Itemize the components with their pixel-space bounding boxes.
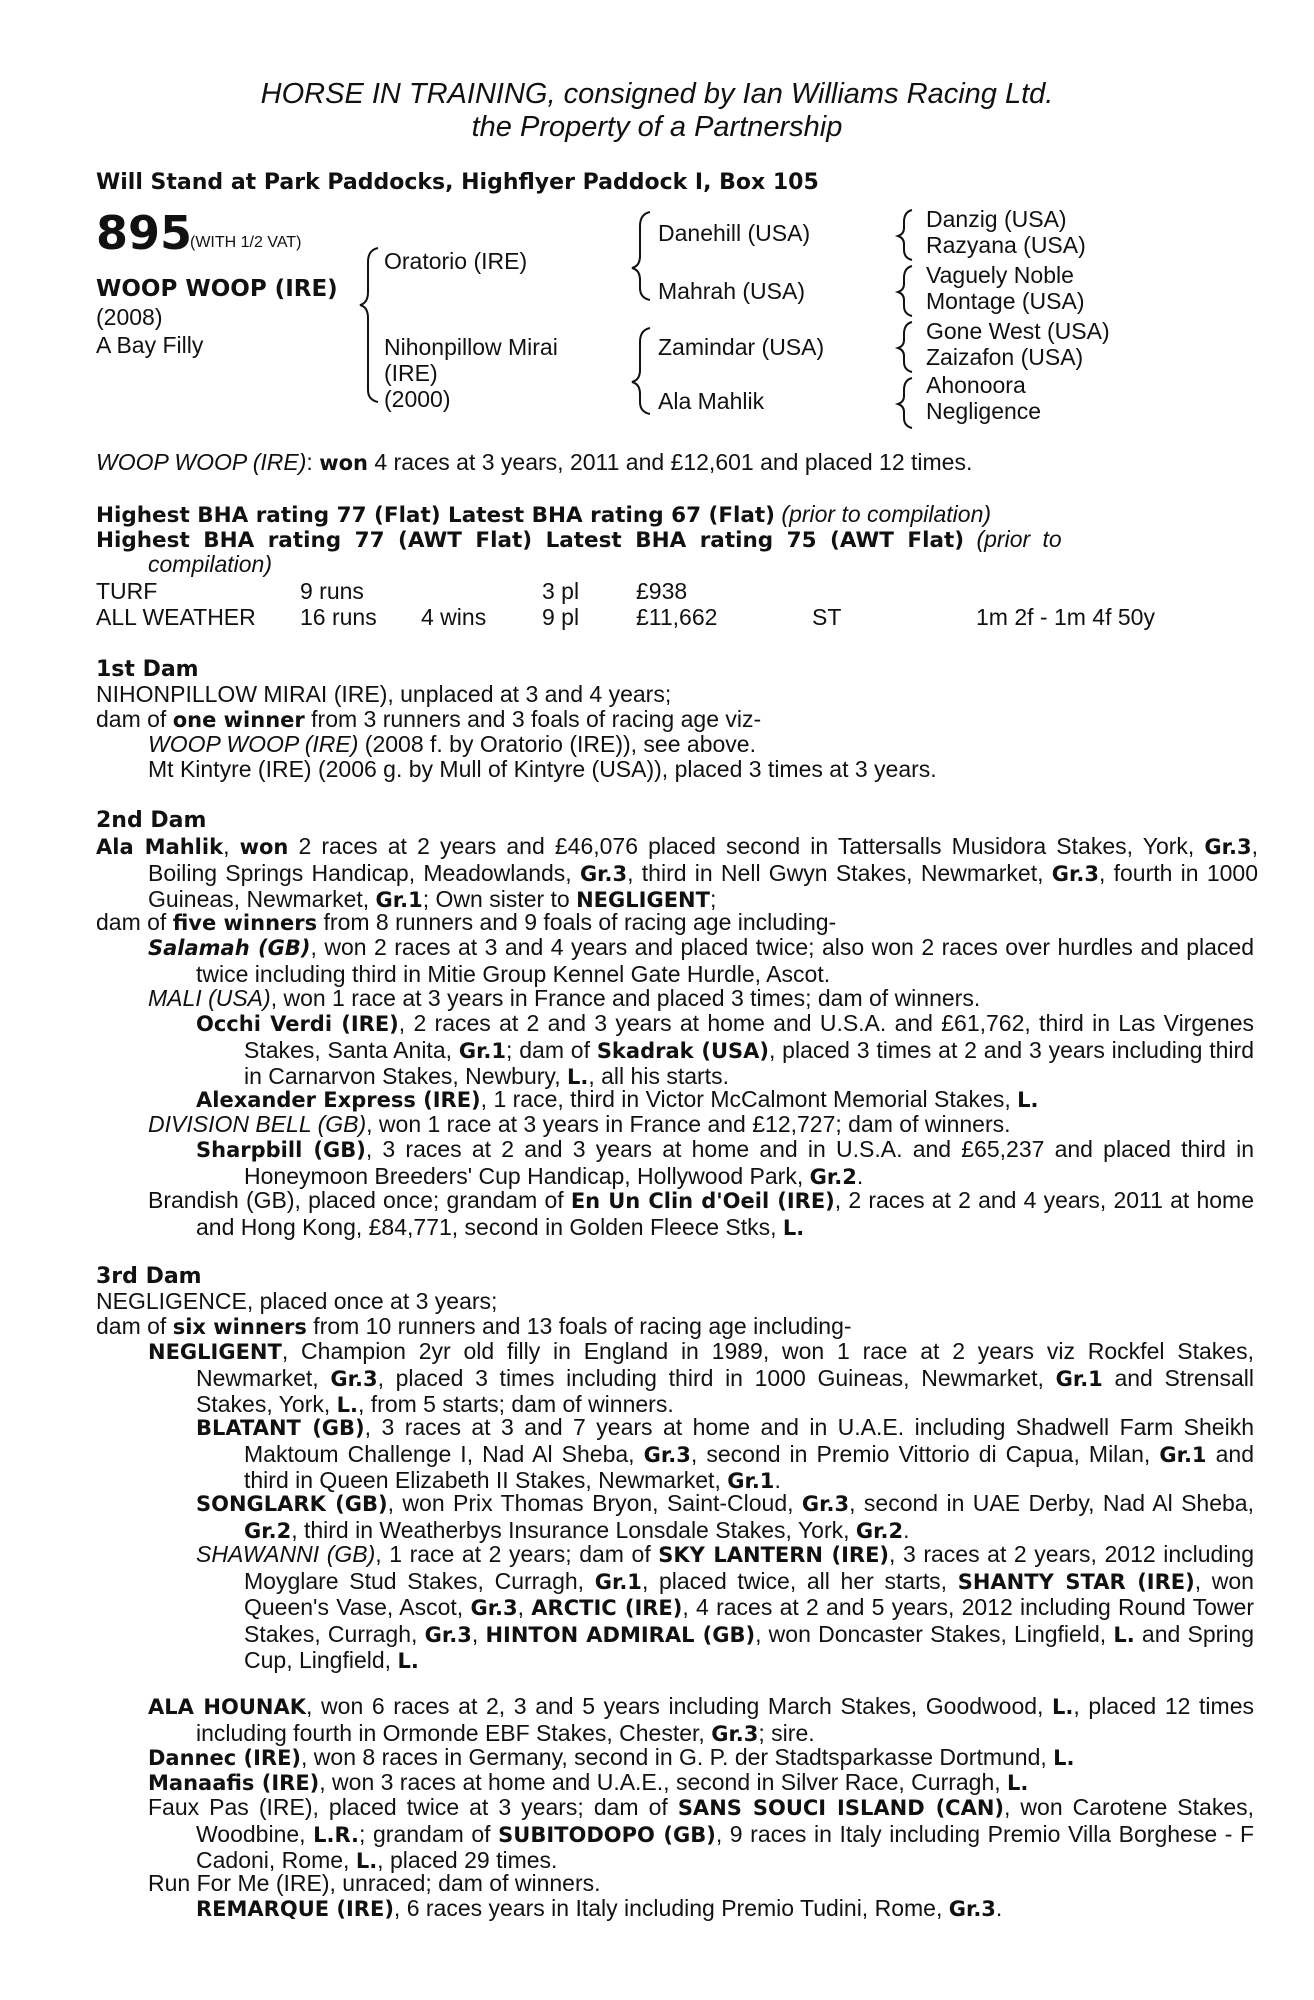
bold-run: BLATANT (GB) [196,1416,365,1440]
text-run: . [995,1895,1003,1921]
produce-entry [196,1137,1254,1190]
text-run: , won 1 race at 3 years in France and £12,727; dam of winners. [366,1111,1011,1137]
bold-run: Gr.3 [330,1366,378,1391]
bold-run: L. [1052,1695,1074,1719]
bold-run: L.R. [313,1822,360,1847]
text-run: , [471,1620,486,1647]
bold-run: Ala Mahlik [96,835,224,859]
record-surface: TURF [96,578,158,604]
dds: Ahonoora [926,372,1026,398]
bold-run: SONGLARK (GB) [196,1492,388,1516]
first-dam-foal: Mt Kintyre (IRE) (2006 g. by Mull of Kintyre (USA)), placed 3 times at 3 years. [148,756,937,782]
text-run: ; Own sister to [422,886,577,912]
produce-entry [148,935,1254,987]
dam-line2: (IRE) [384,360,438,386]
record-going: ST [812,604,842,630]
bold-run: ARCTIC (IRE) [531,1596,683,1620]
record-distance: 1m 2f - 1m 4f 50y [976,604,1155,630]
ownership-line: the Property of a Partnership [471,111,843,143]
dam-dam: Ala Mahlik [658,388,765,414]
record-runs: 16 runs [300,604,377,630]
bold-run: Gr.2 [855,1518,904,1543]
bold-run: REMARQUE (IRE) [196,1897,394,1921]
ddd: Negligence [926,398,1042,424]
bold-run: Gr.1 [727,1469,775,1493]
text-run: , 3 races at 3 and 7 years at home and in U.A.E. including Shadwell Farm Sheikh Maktoum Challenge I, Nad Al Sheba, [244,1414,1254,1467]
text-run: , won 1 race at 3 years in France and placed 3 times; dam of winners. [270,985,981,1011]
bold-run: Gr.1 [458,1038,507,1063]
stand-location: Will Stand at Park Paddocks, Highflyer Paddock I, Box 105 [96,170,819,195]
text-run: , third in Weatherbys Insurance Lonsdale Stakes, York, [291,1516,856,1543]
text-run: , 4 races at 2 and 5 years, 2012 including Round Tower Stakes, Curragh, [244,1594,1254,1647]
italic-run: DIVISION BELL (GB) [148,1111,367,1137]
text-run: . [856,1162,864,1189]
text-run: , 3 races at 2 and 3 years at home and in U.S.A. and £65,237 and placed third in Honeymoon Breeders' Cup Handicap, Hollywood Park, [244,1136,1254,1189]
t: dam of [96,706,173,732]
bold-run: L. [336,1393,358,1417]
text-run: , won 2 races at 3 and 4 years and placed twice; also won 2 races over hurdles and placed twice including third in Mitie Group Kennel Gate Hurdle, Ascot. [196,934,1254,987]
text-run: , won 3 races at home and U.A.E., second in Silver Race, Curragh, [319,1769,1008,1795]
text-run: , third in Nell Gwyn Stakes, Newmarket, [627,859,1052,886]
text-run: , placed 3 times including third in 1000 Guineas, Newmarket, [377,1364,1056,1391]
bold-run: L. [1113,1622,1135,1647]
sss: Danzig (USA) [926,206,1067,232]
rating-flat [96,502,1206,528]
bold-run: six winners [172,1315,307,1339]
produce-entry [148,1795,1254,1875]
text-run: from 10 runners and 13 foals of racing age including- [306,1313,852,1339]
text-run: , [223,833,240,859]
bold-run: Gr.1 [594,1569,642,1594]
dam-line1: Nihonpillow Mirai [384,334,558,360]
ssd: Razyana (USA) [926,232,1086,258]
text-run: and Spring Cup, Lingfield, [244,1620,1254,1673]
text-run: , [517,1594,532,1620]
text-run: , 2 races at 2 and 3 years at home and U.S.A. and £61,762, third in Las Virgenes Stakes, Santa Anita, [244,1010,1254,1063]
text-run: , won 6 races at 2, 3 and 5 years including March Stakes, Goodwood, [306,1693,1053,1719]
text-run: NEGLIGENCE, placed once at 3 years; [96,1288,498,1314]
bold-run: Gr.3 [1051,861,1099,886]
bold-run: Gr.2 [809,1164,857,1189]
first-dam-foal [148,732,1206,758]
sds: Vaguely Noble [926,262,1074,288]
horse-description: A Bay Filly [96,332,204,358]
bold-run: L. [567,1065,589,1089]
bold-run: SUBITODOPO (GB) [498,1822,716,1847]
bold-run: Gr.3 [643,1442,691,1467]
record-placed: 3 pl [542,578,580,604]
bold-run: Gr.1 [1055,1366,1103,1391]
bold-run: five winners [172,911,318,935]
produce-entry [196,1542,1254,1675]
first-dam-line: NIHONPILLOW MIRAI (IRE), unplaced at 3 and 4 years; [96,681,672,707]
horse-name: WOOP WOOP (IRE) [96,276,338,302]
lot-number: 895 [96,206,193,260]
text-run: , 3 races at 2 years, 2012 including Moyglare Stud Stakes, Curragh, [244,1541,1255,1594]
bold-run: ALA HOUNAK [148,1695,307,1719]
race-summary [96,450,1206,477]
text-run: and third in Queen Elizabeth II Stakes, Newmarket, [244,1440,1254,1493]
rating-flat-note: (prior to compilation) [775,501,992,527]
bold-run: Gr.1 [1159,1442,1207,1467]
rating-awt-note2 [148,552,1258,578]
text-run: , won Prix Thomas Bryon, Saint-Cloud, [387,1490,802,1516]
produce-entry [148,1112,1206,1138]
t-bold: one winner [172,708,305,732]
rating-awt-note2-text: compilation) [148,551,272,577]
first-dam-heading: 1st Dam [96,657,199,682]
text-run: ; sire. [758,1719,815,1746]
bold-run: Gr.3 [579,861,628,886]
italic-run: SHAWANNI (GB) [196,1541,376,1567]
bold-run: L. [1007,1771,1029,1795]
bold-run: Alexander Express (IRE) [196,1088,481,1112]
third-dam-heading: 3rd Dam [96,1264,202,1289]
bold-run: Gr.3 [948,1897,996,1921]
text-run: , Champion 2yr old filly in England in 1989, won 1 race at 2 years viz Rockfel Stakes, Newmarket, [196,1338,1254,1391]
text-run: , from 5 starts; dam of winners. [358,1391,674,1417]
produce-entry [196,1896,1206,1923]
summary-won: won [319,451,368,475]
text-run: . [903,1516,910,1543]
dam-sire: Zamindar (USA) [658,334,825,360]
bold-run: SKY LANTERN (IRE) [658,1543,890,1567]
bold-run: Dannec (IRE) [148,1746,302,1770]
produce-entry [148,1871,1206,1897]
foal-details: (2008 f. by Oratorio (IRE)), see above. [358,731,756,757]
record-prize: £938 [636,578,688,604]
text-run: , placed 29 times. [377,1847,558,1873]
bold-run: L. [397,1649,419,1673]
vat-note: (WITH 1/2 VAT) [190,234,302,251]
text-run: , all his starts. [588,1063,729,1089]
produce-entry [196,1491,1254,1544]
second-dam-record [96,834,1258,914]
text-run: , Boiling Springs Handicap, Meadowlands, [148,833,1258,886]
bold-run: Gr.2 [244,1518,292,1543]
text-run: , second in UAE Derby, Nad Al Sheba, [849,1490,1254,1516]
rating-awt-note: (prior to [964,526,1062,552]
text-run: from 8 runners and 9 foals of racing age including- [317,909,837,935]
record-runs: 9 runs [300,578,364,604]
produce-entry [196,1011,1254,1091]
sire: Oratorio (IRE) [384,248,528,274]
dsd: Zaizafon (USA) [926,344,1084,370]
produce-entry [148,1694,1254,1747]
bold-run: SHANTY STAR (IRE) [957,1569,1195,1594]
sdd: Montage (USA) [926,288,1085,314]
rating-awt [96,527,1206,553]
dam-line3: (2000) [384,386,451,412]
text-run: ; grandam of [359,1820,499,1847]
t: from 3 runners and 3 foals of racing age viz- [304,706,762,732]
text-run: , 9 races in Italy including Premio Villa Borghese - F Cadoni, Rome, [196,1820,1255,1873]
text-run: , 1 race at 2 years; dam of [375,1541,659,1567]
bold-run: Gr.1 [375,888,423,912]
bold-run: NEGLIGENT [576,888,710,912]
text-run: , placed 3 times at 2 and 3 years including third in Carnarvon Stakes, Newbury, [244,1036,1254,1089]
produce-entry [148,1745,1206,1772]
produce-entry [148,1188,1254,1241]
record-wins: 4 wins [421,604,487,630]
text-run: ; dam of [506,1036,597,1063]
record-placed: 9 pl [542,604,580,630]
bold-run: won [239,835,289,859]
foaling-year: (2008) [96,304,163,330]
text-run: , won Carotene Stakes, Woodbine, [196,1794,1255,1847]
rating-flat-bold: Highest BHA rating 77 (Flat) Latest BHA rating 67 (Flat) [96,503,776,528]
bold-run: En Un Clin d'Oeil (IRE) [570,1189,835,1213]
italic-run: MALI (USA) [148,985,271,1011]
bold-run: L. [1053,1746,1075,1770]
text-run: , won 8 races in Germany, second in G. P. der Stadtsparkasse Dortmund, [301,1744,1054,1770]
bold-run: NEGLIGENT [148,1340,282,1364]
text-run: 2 races at 2 years and £46,076 placed second in Tattersalls Musidora Stakes, York, [288,833,1205,859]
pedigree-brackets [0,0,1314,440]
bold-run: L. [782,1215,805,1240]
text-run: , second in Premio Vittorio di Capua, Milan, [690,1440,1160,1467]
bold-run: Gr.3 [1204,835,1252,859]
dss: Gone West (USA) [926,318,1110,344]
sire-sire: Danehill (USA) [658,220,811,246]
summary-colon: : [306,449,320,475]
text-run: , fourth in 1000 Guineas, Newmarket, [148,859,1259,912]
text-run: Faux Pas (IRE), placed twice at 3 years; dam of [148,1794,678,1820]
produce-entry [148,1770,1206,1797]
text-run: , won Queen's Vase, Ascot, [244,1567,1254,1620]
summary-rest: 4 races at 3 years, 2011 and £12,601 and placed 12 times. [367,449,973,475]
text-run: ; [709,886,717,912]
produce-entry [148,1339,1254,1419]
consignor-line: HORSE IN TRAINING, consigned by Ian Williams Racing Ltd. [260,78,1054,110]
first-dam-produce [96,707,1206,734]
record-surface: ALL WEATHER [96,604,256,630]
text-run: , 1 race, third in Victor McCalmont Memorial Stakes, [480,1086,1018,1112]
text-run: dam of [96,1313,173,1339]
produce-entry [196,1415,1254,1495]
text-run: , placed 12 times including fourth in Ormonde EBF Stakes, Chester, [196,1693,1254,1746]
bold-run: Skadrak (USA) [596,1038,769,1063]
bold-run: SANS SOUCI ISLAND (CAN) [677,1796,1005,1820]
bold-run: L. [355,1849,378,1873]
third-dam-record [96,1289,1206,1315]
bold-run: Occhi Verdi (IRE) [196,1012,399,1036]
text-run: , won Doncaster Stakes, Lingfield, [755,1620,1114,1647]
bold-run: L. [1017,1088,1039,1112]
record-prize: £11,662 [636,604,718,630]
bold-run: Gr.3 [424,1622,472,1647]
sire-dam: Mahrah (USA) [658,278,805,304]
text-run: , 6 races years in Italy including Premio Tudini, Rome, [393,1895,949,1921]
bold-run: Sharpbill (GB) [196,1138,366,1162]
bold-run: Manaafis (IRE) [148,1771,320,1795]
bold-run: Gr.3 [470,1596,518,1620]
bold-run: Gr.3 [801,1492,850,1516]
summary-horse-name: WOOP WOOP (IRE) [96,449,307,475]
text-run: Brandish (GB), placed once; grandam of [148,1187,571,1213]
bold-italic-run: Salamah (GB) [148,936,311,960]
foal-name: WOOP WOOP (IRE) [148,731,359,757]
bold-run: Gr.3 [711,1721,759,1746]
rating-awt-bold: Highest BHA rating 77 (AWT Flat) Latest BHA rating 75 (AWT Flat) [96,528,965,553]
text-run: and Strensall Stakes, York, [196,1364,1255,1417]
text-run: . [774,1467,781,1493]
bold-run: HINTON ADMIRAL (GB) [485,1622,756,1647]
produce-entry [196,1087,1254,1114]
text-run: dam of [96,909,173,935]
second-dam-heading: 2nd Dam [96,808,207,833]
text-run: , 2 races at 2 and 4 years, 2011 at home and Hong Kong, £84,771, second in Golden Fleece Stks, [196,1187,1254,1240]
third-dam-produce [96,1314,1206,1341]
second-dam-produce [96,910,1206,937]
text-run: Run For Me (IRE), unraced; dam of winners. [148,1870,601,1896]
text-run: , placed twice, all her starts, [641,1567,958,1594]
produce-entry [148,986,1206,1012]
